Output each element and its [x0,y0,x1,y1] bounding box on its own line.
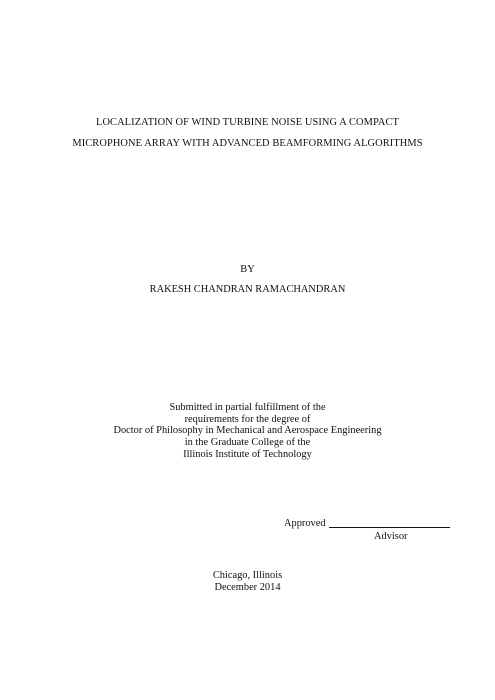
submission-line-1: Submitted in partial fulfillment of the [169,402,326,413]
thesis-title-line-2: MICROPHONE ARRAY WITH ADVANCED BEAMFORMING ALGORITHMS [72,138,423,149]
institution-line: Illinois Institute of Technology [183,449,312,460]
author-name: RAKESH CHANDRAN RAMACHANDRAN [149,284,346,295]
signature-line [329,527,450,528]
advisor-label: Advisor [374,531,408,542]
submission-line-2: requirements for the degree of [184,414,311,425]
approved-label: Approved [284,518,326,529]
date-line: December 2014 [214,582,281,593]
thesis-title-line-1: LOCALIZATION OF WIND TURBINE NOISE USING A COMPACT [96,117,399,128]
college-line: in the Graduate College of the [184,437,311,448]
degree-line: Doctor of Philosophy in Mechanical and Aerospace Engineering [113,425,382,436]
by-label: BY [240,264,255,275]
city-line: Chicago, Illinois [212,570,283,581]
approval-block [284,518,454,532]
